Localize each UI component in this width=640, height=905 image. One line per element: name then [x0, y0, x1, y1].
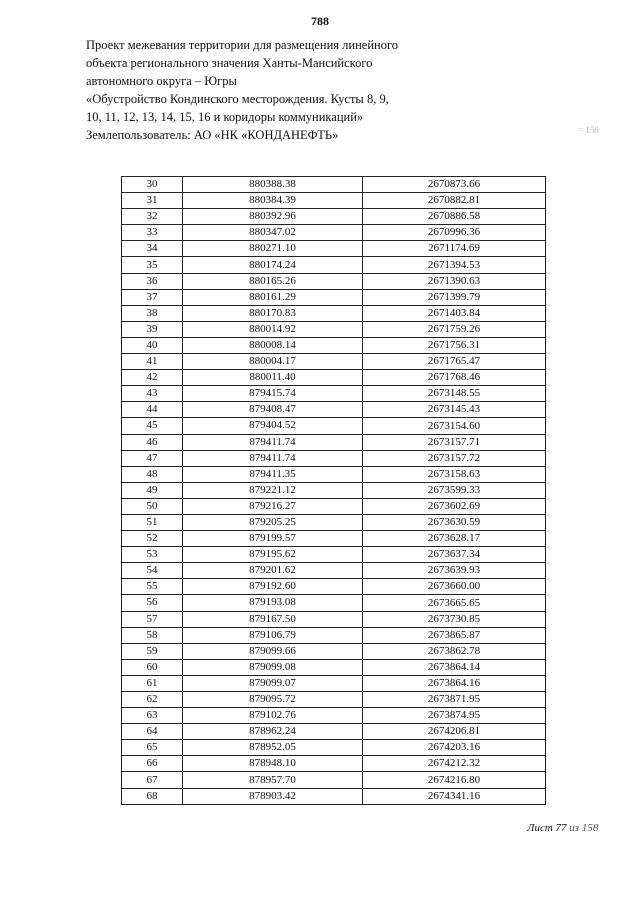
table-row: [122, 611, 546, 627]
y-coordinate-cell: 2670886.58: [363, 209, 546, 225]
x-coordinate-cell: 879095.72: [183, 692, 363, 708]
point-number-cell: 35: [122, 257, 183, 273]
point-number-cell: 33: [122, 225, 183, 241]
y-coordinate-cell: 2673628.17: [363, 531, 546, 547]
y-coordinate-cell: 2671403.84: [363, 305, 546, 321]
sheet-of-label: из 158: [569, 822, 599, 834]
table-row: [122, 209, 546, 225]
point-number-cell: 64: [122, 724, 183, 740]
x-coordinate-cell: 880165.26: [183, 273, 363, 289]
point-number-cell: 62: [122, 692, 183, 708]
x-coordinate-cell: 878952.05: [183, 740, 363, 756]
x-coordinate-cell: 879411.74: [183, 450, 363, 466]
x-coordinate-cell: 880388.38: [183, 177, 363, 193]
sheet-footer: [527, 822, 598, 834]
x-coordinate-cell: 879415.74: [183, 386, 363, 402]
point-number-cell: 58: [122, 627, 183, 643]
table-row: [122, 257, 546, 273]
x-coordinate-cell: 879099.08: [183, 659, 363, 675]
table-row: [122, 450, 546, 466]
y-coordinate-cell: 2673158.63: [363, 466, 546, 482]
header-line-2: объекта регионального значения Ханты-Мансийского: [86, 56, 373, 70]
y-coordinate-cell: 2673862.78: [363, 643, 546, 659]
y-coordinate-cell: 2673874.95: [363, 708, 546, 724]
table-row: [122, 675, 546, 691]
x-coordinate-cell: 878962.24: [183, 724, 363, 740]
point-number-cell: 47: [122, 450, 183, 466]
x-coordinate-cell: 879102.76: [183, 708, 363, 724]
coordinates-table-body: [122, 177, 546, 805]
point-number-cell: 68: [122, 788, 183, 804]
y-coordinate-cell: 2673864.16: [363, 675, 546, 691]
header-line-4: «Обустройство Кондинского месторождения. Кусты 8, 9,: [86, 92, 389, 106]
y-coordinate-cell: 2673865.87: [363, 627, 546, 643]
x-coordinate-cell: 879205.25: [183, 514, 363, 530]
y-coordinate-cell: 2674216.80: [363, 772, 546, 788]
table-row: [122, 241, 546, 257]
x-coordinate-cell: 879099.07: [183, 675, 363, 691]
y-coordinate-cell: 2670873.66: [363, 177, 546, 193]
y-coordinate-cell: 2673660.00: [363, 579, 546, 595]
document-header: [86, 36, 416, 144]
y-coordinate-cell: 2674203.16: [363, 740, 546, 756]
x-coordinate-cell: 880384.39: [183, 193, 363, 209]
y-coordinate-cell: 2674341.16: [363, 788, 546, 804]
table-row: [122, 708, 546, 724]
table-row: [122, 273, 546, 289]
table-row: [122, 386, 546, 402]
y-coordinate-cell: 2671768.46: [363, 370, 546, 386]
y-coordinate-cell: 2671390.63: [363, 273, 546, 289]
point-number-cell: 34: [122, 241, 183, 257]
x-coordinate-cell: 879167.50: [183, 611, 363, 627]
y-coordinate-cell: 2673599.33: [363, 482, 546, 498]
x-coordinate-cell: 880170.83: [183, 305, 363, 321]
point-number-cell: 31: [122, 193, 183, 209]
sheet-label: Лист 77: [527, 822, 567, 834]
y-coordinate-cell: 2671765.47: [363, 354, 546, 370]
point-number-cell: 32: [122, 209, 183, 225]
x-coordinate-cell: 879411.35: [183, 466, 363, 482]
point-number-cell: 56: [122, 595, 183, 611]
x-coordinate-cell: 879195.62: [183, 547, 363, 563]
x-coordinate-cell: 878957.70: [183, 772, 363, 788]
table-row: [122, 514, 546, 530]
x-coordinate-cell: 880004.17: [183, 354, 363, 370]
y-coordinate-cell: 2671399.79: [363, 289, 546, 305]
y-coordinate-cell: 2671174.69: [363, 241, 546, 257]
table-row: [122, 289, 546, 305]
y-coordinate-cell: 2673665.65: [363, 595, 546, 611]
point-number-cell: 38: [122, 305, 183, 321]
table-row: [122, 402, 546, 418]
point-number-cell: 63: [122, 708, 183, 724]
point-number-cell: 59: [122, 643, 183, 659]
x-coordinate-cell: 879216.27: [183, 498, 363, 514]
y-coordinate-cell: 2673157.71: [363, 434, 546, 450]
x-coordinate-cell: 879192.60: [183, 579, 363, 595]
x-coordinate-cell: 879106.79: [183, 627, 363, 643]
point-number-cell: 54: [122, 563, 183, 579]
table-row: [122, 354, 546, 370]
x-coordinate-cell: 880347.02: [183, 225, 363, 241]
y-coordinate-cell: 2671759.26: [363, 321, 546, 337]
point-number-cell: 48: [122, 466, 183, 482]
x-coordinate-cell: 879404.52: [183, 418, 363, 434]
y-coordinate-cell: 2670996.36: [363, 225, 546, 241]
table-row: [122, 772, 546, 788]
y-coordinate-cell: 2673145.43: [363, 402, 546, 418]
x-coordinate-cell: 880014.92: [183, 321, 363, 337]
x-coordinate-cell: 879221.12: [183, 482, 363, 498]
point-number-cell: 40: [122, 337, 183, 353]
point-number-cell: 46: [122, 434, 183, 450]
x-coordinate-cell: 878903.42: [183, 788, 363, 804]
x-coordinate-cell: 880011.40: [183, 370, 363, 386]
y-coordinate-cell: 2671756.31: [363, 337, 546, 353]
table-row: [122, 321, 546, 337]
point-number-cell: 53: [122, 547, 183, 563]
table-row: [122, 756, 546, 772]
x-coordinate-cell: 879201.62: [183, 563, 363, 579]
point-number-cell: 50: [122, 498, 183, 514]
x-coordinate-cell: 879099.66: [183, 643, 363, 659]
y-coordinate-cell: 2673637.34: [363, 547, 546, 563]
table-row: [122, 193, 546, 209]
header-line-3: автономного округа – Югры: [86, 74, 237, 88]
y-coordinate-cell: 2674206.81: [363, 724, 546, 740]
table-row: [122, 788, 546, 804]
point-number-cell: 57: [122, 611, 183, 627]
table-row: [122, 498, 546, 514]
point-number-cell: 45: [122, 418, 183, 434]
x-coordinate-cell: 880008.14: [183, 337, 363, 353]
x-coordinate-cell: 880271.10: [183, 241, 363, 257]
margin-stamp-note: = 158: [578, 125, 599, 135]
y-coordinate-cell: 2673630.59: [363, 514, 546, 530]
table-row: [122, 643, 546, 659]
point-number-cell: 60: [122, 659, 183, 675]
point-number-cell: 39: [122, 321, 183, 337]
y-coordinate-cell: 2673157.72: [363, 450, 546, 466]
y-coordinate-cell: 2673148.55: [363, 386, 546, 402]
x-coordinate-cell: 880161.29: [183, 289, 363, 305]
point-number-cell: 36: [122, 273, 183, 289]
table-row: [122, 563, 546, 579]
header-line-5: 10, 11, 12, 13, 14, 15, 16 и коридоры коммуникаций»: [86, 110, 364, 124]
table-row: [122, 627, 546, 643]
y-coordinate-cell: 2670882.81: [363, 193, 546, 209]
table-row: [122, 418, 546, 434]
y-coordinate-cell: 2673730.85: [363, 611, 546, 627]
y-coordinate-cell: 2673871.95: [363, 692, 546, 708]
point-number-cell: 49: [122, 482, 183, 498]
x-coordinate-cell: 880174.24: [183, 257, 363, 273]
table-row: [122, 305, 546, 321]
point-number-cell: 51: [122, 514, 183, 530]
point-number-cell: 37: [122, 289, 183, 305]
x-coordinate-cell: 880392.96: [183, 209, 363, 225]
table-row: [122, 579, 546, 595]
table-row: [122, 177, 546, 193]
y-coordinate-cell: 2673154.60: [363, 418, 546, 434]
table-row: [122, 659, 546, 675]
coordinates-table-wrapper: [121, 176, 545, 805]
x-coordinate-cell: 879193.08: [183, 595, 363, 611]
table-row: [122, 337, 546, 353]
y-coordinate-cell: 2673864.14: [363, 659, 546, 675]
point-number-cell: 30: [122, 177, 183, 193]
table-row: [122, 692, 546, 708]
coordinates-table: [121, 176, 546, 805]
point-number-cell: 42: [122, 370, 183, 386]
table-row: [122, 482, 546, 498]
y-coordinate-cell: 2671394.53: [363, 257, 546, 273]
table-row: [122, 595, 546, 611]
table-row: [122, 531, 546, 547]
point-number-cell: 61: [122, 675, 183, 691]
table-row: [122, 466, 546, 482]
table-row: [122, 740, 546, 756]
y-coordinate-cell: 2673639.93: [363, 563, 546, 579]
table-row: [122, 225, 546, 241]
x-coordinate-cell: 879411.74: [183, 434, 363, 450]
point-number-cell: 66: [122, 756, 183, 772]
point-number-cell: 43: [122, 386, 183, 402]
table-row: [122, 724, 546, 740]
point-number-cell: 67: [122, 772, 183, 788]
table-row: [122, 434, 546, 450]
point-number-cell: 52: [122, 531, 183, 547]
y-coordinate-cell: 2673602.69: [363, 498, 546, 514]
point-number-cell: 55: [122, 579, 183, 595]
x-coordinate-cell: 879199.57: [183, 531, 363, 547]
point-number-cell: 65: [122, 740, 183, 756]
x-coordinate-cell: 878948.10: [183, 756, 363, 772]
table-row: [122, 370, 546, 386]
header-line-6: Землепользователь: АО «НК «КОНДАНЕФТЬ»: [86, 128, 339, 142]
point-number-cell: 41: [122, 354, 183, 370]
page-number: 788: [311, 14, 329, 28]
y-coordinate-cell: 2674212.32: [363, 756, 546, 772]
x-coordinate-cell: 879408.47: [183, 402, 363, 418]
table-row: [122, 547, 546, 563]
point-number-cell: 44: [122, 402, 183, 418]
header-line-1: Проект межевания территории для размещения линейного: [86, 38, 399, 52]
